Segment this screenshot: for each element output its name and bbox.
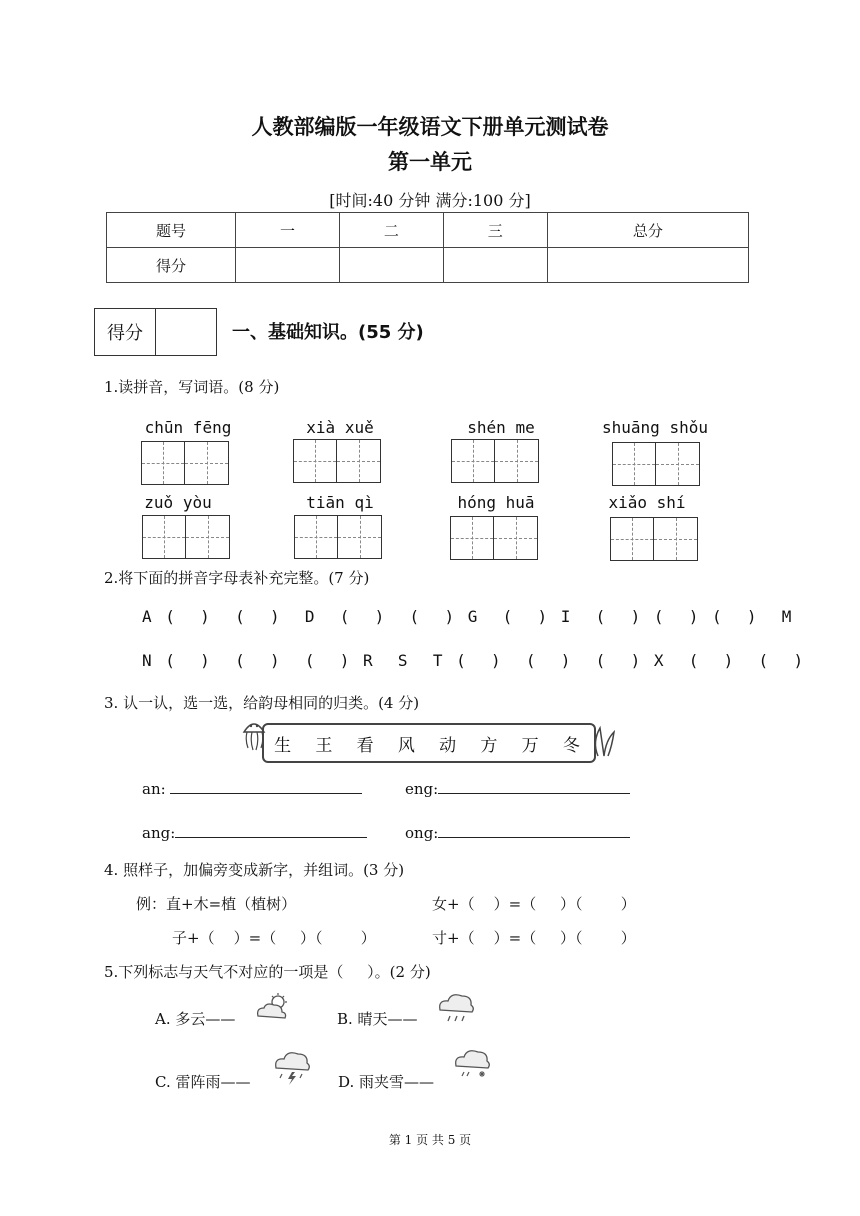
page-footer: 第 1 页 共 5 页 bbox=[388, 1133, 472, 1147]
writing-grid[interactable] bbox=[612, 442, 700, 486]
score-table-header: 三 bbox=[443, 213, 547, 248]
pinyin-label: hóng huā bbox=[457, 493, 535, 512]
rain-cloud-icon bbox=[436, 990, 476, 1026]
alphabet-row-1[interactable]: A ( ) ( ) D ( ) ( ) G ( ) I ( ) ( ) ( ) M bbox=[142, 607, 794, 626]
thunderstorm-icon bbox=[272, 1048, 312, 1086]
question-2: 2.将下面的拼音字母表补充完整。(7 分) bbox=[104, 569, 370, 587]
score-cell[interactable] bbox=[339, 248, 443, 283]
pinyin-label: shuāng shǒu bbox=[602, 418, 708, 437]
seaweed-icon bbox=[590, 724, 618, 758]
partly-cloudy-icon bbox=[254, 992, 292, 1022]
banner-char: 生 bbox=[274, 735, 296, 756]
page-title: 人教部编版一年级语文下册单元测试卷 bbox=[251, 114, 609, 139]
alphabet-row-2[interactable]: N ( ) ( ) ( ) R S T ( ) ( ) ( ) X ( ) ( ) bbox=[142, 651, 806, 670]
radical-item[interactable]: 子+（ ）=（ ）（ ） bbox=[172, 929, 376, 947]
pinyin-label: zuǒ yòu bbox=[144, 493, 212, 512]
score-table-header: 总分 bbox=[547, 213, 748, 248]
score-cell[interactable] bbox=[443, 248, 547, 283]
radical-item[interactable]: 女+（ ）=（ ）（ ） bbox=[432, 895, 636, 913]
radical-item[interactable]: 寸+（ ）=（ ）（ ） bbox=[432, 929, 636, 947]
score-cell[interactable] bbox=[236, 248, 340, 283]
banner-char: 方 bbox=[480, 735, 502, 756]
example-text: 例：直+木=植（植树） bbox=[136, 895, 297, 913]
answer-line[interactable] bbox=[438, 821, 630, 838]
question-5: 5.下列标志与天气不对应的一项是（ ）。(2 分) bbox=[104, 963, 431, 981]
section-score-field[interactable] bbox=[156, 309, 216, 355]
rhyme-label-an: an: bbox=[142, 777, 362, 798]
pinyin-label: xiǎo shí bbox=[608, 493, 686, 512]
time-info: [时间:40 分钟 满分:100 分] bbox=[329, 191, 531, 210]
writing-grid[interactable] bbox=[294, 515, 382, 559]
character-banner bbox=[262, 723, 596, 763]
section-score-box bbox=[94, 308, 217, 356]
writing-grid[interactable] bbox=[451, 439, 539, 483]
question-1: 1.读拼音，写词语。(8 分) bbox=[104, 378, 280, 396]
question-4: 4. 照样子，加偏旁变成新字，并组词。(3 分) bbox=[104, 861, 405, 879]
score-table bbox=[106, 212, 749, 283]
option-a[interactable]: A. 多云—— bbox=[155, 1010, 236, 1028]
pinyin-label: xià xuě bbox=[306, 418, 374, 437]
banner-char: 冬 bbox=[562, 735, 584, 756]
pinyin-label: tiān qì bbox=[306, 493, 374, 512]
answer-line[interactable] bbox=[438, 777, 630, 794]
writing-grid[interactable] bbox=[142, 515, 230, 559]
unit-title: 第一单元 bbox=[388, 149, 472, 174]
writing-grid[interactable] bbox=[141, 441, 229, 485]
score-cell[interactable] bbox=[547, 248, 748, 283]
rhyme-label-ong: ong: bbox=[405, 821, 630, 842]
banner-char: 动 bbox=[439, 735, 461, 756]
writing-grid[interactable] bbox=[293, 439, 381, 483]
answer-line[interactable] bbox=[170, 777, 362, 794]
banner-char: 王 bbox=[315, 735, 337, 756]
option-c[interactable]: C. 雷阵雨—— bbox=[155, 1073, 251, 1091]
pinyin-label: chūn fēng bbox=[144, 418, 232, 437]
answer-line[interactable] bbox=[175, 821, 367, 838]
section-title: 一、基础知识。(55 分) bbox=[232, 322, 424, 343]
score-row-label: 得分 bbox=[107, 248, 236, 283]
section-score-label: 得分 bbox=[95, 309, 156, 355]
rhyme-label-ang: ang: bbox=[142, 821, 367, 842]
pinyin-label: shén me bbox=[467, 418, 535, 437]
banner-char: 万 bbox=[521, 735, 543, 756]
sleet-icon bbox=[452, 1046, 492, 1084]
score-table-header: 题号 bbox=[107, 213, 236, 248]
option-b[interactable]: B. 晴天—— bbox=[337, 1010, 418, 1028]
question-3: 3. 认一认，选一选，给韵母相同的归类。(4 分) bbox=[104, 694, 420, 712]
banner-char: 看 bbox=[356, 735, 378, 756]
banner-char: 风 bbox=[397, 735, 419, 756]
writing-grid[interactable] bbox=[610, 517, 698, 561]
score-table-header: 一 bbox=[236, 213, 340, 248]
rhyme-label-eng: eng: bbox=[405, 777, 630, 798]
option-d[interactable]: D. 雨夹雪—— bbox=[338, 1073, 435, 1091]
score-table-header: 二 bbox=[339, 213, 443, 248]
writing-grid[interactable] bbox=[450, 516, 538, 560]
